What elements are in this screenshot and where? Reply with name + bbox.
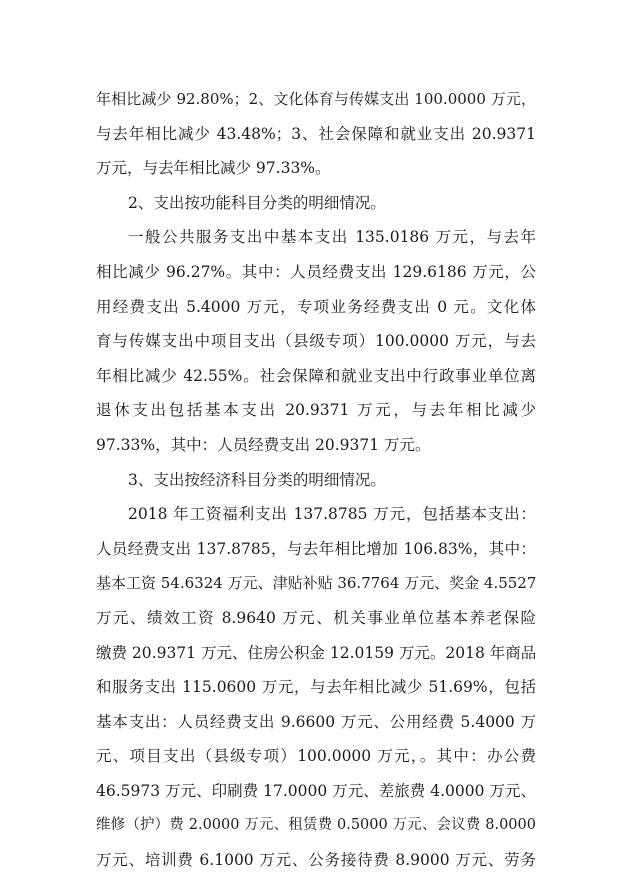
text-line: 相比减少 96.27%。其中：人员经费支出 129.6186 万元，公 [96,262,536,281]
text-line: 基本支出：人员经费支出 9.6600 万元、公用经费 5.4000 万 [96,712,536,731]
text-line: 育与传媒支出中项目支出（县级专项）100.0000 万元，与去 [96,332,536,351]
text-line: 年相比减少 92.80%；2、文化体育与传媒支出 100.0000 万元， [96,90,536,108]
text-line: 用经费支出 5.4000 万元，专项业务经费支出 0 元。文化体 [96,297,536,316]
text-line: 人员经费支出 137.8785，与去年相比增加 106.83%，其中： [96,539,536,558]
text-line: 2、支出按功能科目分类的明细情况。 [128,193,386,212]
text-line: 万元、培训费 6.1000 万元、公务接待费 8.9000 万元、劳务 [96,851,536,870]
text-line: 一般公共服务支出中基本支出 135.0186 万元，与去年 [128,228,536,247]
text-line: 万元，与去年相比减少 97.33%。 [96,159,331,178]
text-line: 年相比减少 42.55%。社会保障和就业支出中行政事业单位离 [96,366,536,385]
text-line: 和服务支出 115.0600 万元，与去年相比减少 51.69%，包括 [96,678,536,697]
text-line: 退休支出包括基本支出 20.9371 万元，与去年相比减少 [96,401,536,420]
text-line: 2018 年工资福利支出 137.8785 万元，包括基本支出： [128,505,536,524]
text-line: 缴费 20.9371 万元、住房公积金 12.0159 万元。2018 年商品 [96,643,537,662]
text-line: 万元、绩效工资 8.9640 万元、机关事业单位基本养老保险 [96,608,536,627]
text-line: 维修（护）费 2.0000 万元、租赁费 0.5000 万元、会议费 8.0000 [96,817,536,834]
text-line: 97.33%，其中：人员经费支出 20.9371 万元。 [96,435,431,454]
text-line: 46.5973 万元、印刷费 17.0000 万元、差旅费 4.0000 万元、 [96,781,536,800]
text-line: 基本工资 54.6324 万元、津贴补贴 36.7764 万元、奖金 4.5527 [96,574,537,593]
text-line: 与去年相比减少 43.48%；3、社会保障和就业支出 20.9371 [96,124,536,143]
text-line: 3、支出按经济科目分类的明细情况。 [128,470,386,489]
body-text [96,82,536,878]
text-line: 元、项目支出（县级专项）100.0000 万元，。其中：办公费 [96,747,536,766]
